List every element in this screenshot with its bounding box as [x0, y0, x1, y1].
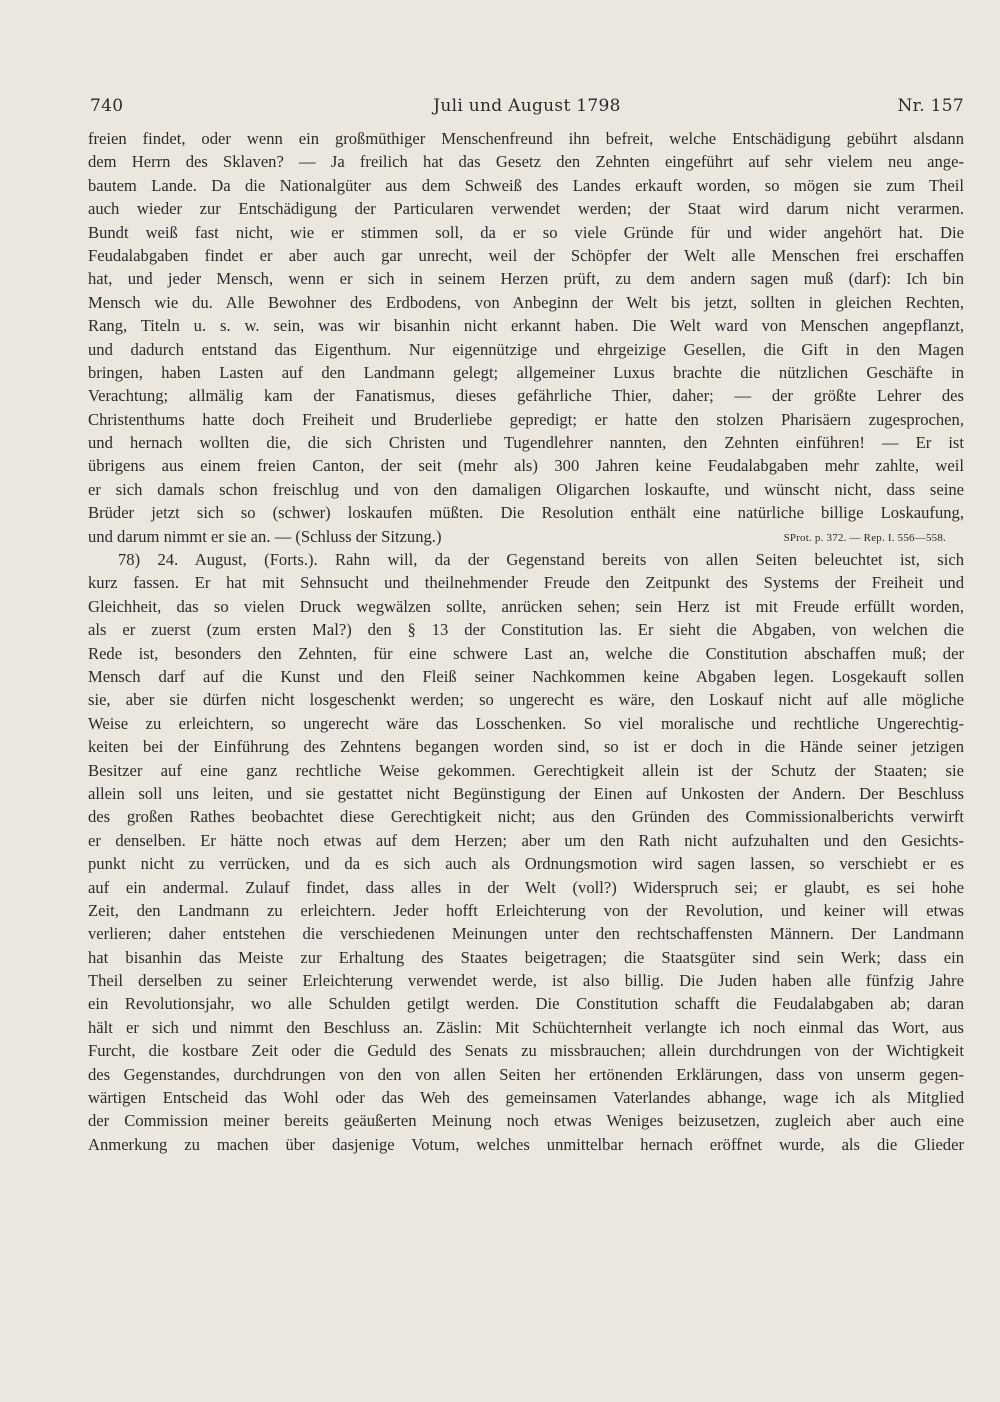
- text-line: verlieren; daher entstehen die verschiedenen Meinungen unter den rechtschaffensten Männern. Der Landmann: [88, 924, 964, 944]
- text-line: hat, und jeder Mensch, wenn er sich in seinem Herzen prüft, zu dem andern sagen muß (darf): Ich bin: [88, 269, 964, 289]
- paragraph-last-line: [88, 525, 964, 548]
- text-line: Furcht, die kostbare Zeit oder die Geduld des Senats zu missbrauchen; allein durchdrungen von der Wichtigkeit: [88, 1041, 964, 1061]
- text-line: Christenthums hatte doch Freiheit und Bruderliebe gepredigt; er hatte den stolzen Pharisäern zugesprochen,: [88, 409, 964, 429]
- text-line: Mensch wie du. Alle Bewohner des Erdbodens, von Anbeginn der Welt bis jetzt, sollten in gleichen Rechten,: [88, 292, 964, 312]
- source-reference: SProt. p. 372. — Rep. I. 556—558.: [783, 531, 946, 544]
- text-line: Weise zu erleichtern, so ungerecht wäre das Losschenken. So viel moralische und rechtliche Ungerechtig-: [88, 713, 964, 733]
- text-line: Bundt weiß fast nicht, wie er stimmen soll, da er so viele Gründe für und wider angehört hat. Die: [88, 222, 964, 242]
- text-line: Mensch darf auf die Kunst und den Fleiß seiner Nachkommen keine Abgaben legen. Losgekauft sollen: [88, 666, 964, 686]
- text-line: hat bisanhin das Meiste zur Erhaltung des Staates beigetragen; die Staatsgüter sind sein Werk; dass ein: [88, 947, 964, 967]
- text-line: er denselben. Er hätte noch etwas auf dem Herzen; aber um den Rath nicht aufzuhalten und den Gesichts-: [88, 830, 964, 850]
- text-line: 78) 24. August, (Forts.). Rahn will, da der Gegenstand bereits von allen Seiten beleuchtet ist, sich: [118, 550, 964, 570]
- text-line: bringen, haben Lasten auf den Landmann gelegt; allgemeiner Luxus brachte die nützlichen Geschäfte in: [88, 362, 964, 382]
- text-line: Zeit, den Landmann zu erleichtern. Jeder hofft Erleichterung von der Revolution, und keiner will etwas: [88, 900, 964, 920]
- text-line: Theil derselben zu seiner Erleichterung verwendet werde, ist also billig. Die Juden haben alle fünfzig Jahre: [88, 971, 964, 991]
- text-line: allein soll uns leiten, und sie gestattet nicht Begünstigung der Einen auf Unkosten der Andern. Der Beschluss: [88, 783, 964, 803]
- running-title: Juli und August 1798: [433, 96, 621, 116]
- issue-number: Nr. 157: [897, 96, 964, 116]
- text-line: Rede ist, besonders den Zehnten, für eine schwere Last an, welche die Constitution abschaffen muß; der: [88, 643, 964, 663]
- text-line: als er zuerst (zum ersten Mal?) den § 13 der Constitution las. Er sieht die Abgaben, von welchen die: [88, 620, 964, 640]
- text-line: auch wieder zur Entschädigung der Particularen verwendet werden; der Staat wird darum nicht verarmen.: [88, 199, 964, 219]
- text-line: Rang, Titeln u. s. w. sein, was wir bisanhin nicht erkannt haben. Die Welt ward von Menschen angepflanzt,: [88, 316, 964, 336]
- text-line: Verachtung; allmälig kam der Fanatismus, dieses gefährliche Thier, daher; — der größte Lehrer des: [88, 386, 964, 406]
- text-line: keiten bei der Einführung des Zehntens begangen worden sind, so ist er doch in die Hände seiner jetzigen: [88, 737, 964, 757]
- text-line: auf ein andermal. Zulauf findet, dass alles in der Welt (voll?) Widerspruch sei; er glaubt, es sei hohe: [88, 877, 964, 897]
- paragraph-1: [88, 127, 964, 548]
- text-line: des großen Rathes beobachtet diese Gerechtigkeit nicht; aus den Gründen des Commissionalberichts verwirft: [88, 807, 964, 827]
- running-header: [90, 96, 964, 122]
- text-line: und dadurch entstand das Eigenthum. Nur eigennützige und ehrgeizige Gesellen, die Gift in den Magen: [88, 339, 964, 359]
- body-text: [88, 127, 964, 1156]
- text-line: übrigens aus einem freien Canton, der seit (mehr als) 300 Jahren keine Feudalabgaben mehr zahlte, weil: [88, 456, 964, 476]
- text-line: ein Revolutionsjahr, wo alle Schulden getilgt werden. Die Constitution schafft die Feudalabgaben ab; daran: [88, 994, 964, 1014]
- text-line: sie, aber sie dürfen nicht losgeschenkt werden; so ungerecht es wäre, den Loskauf nicht auf alle mögliche: [88, 690, 964, 710]
- text-line: des Gegenstandes, durchdrungen von den von allen Seiten her ertönenden Erklärungen, dass von unserm gegen-: [88, 1064, 964, 1084]
- page-number: 740: [90, 96, 124, 116]
- text-line: er sich damals schon freischlug und von den damaligen Oligarchen loskaufte, und wünscht nicht, dass seine: [88, 479, 964, 499]
- text-line: der Commission meiner bereits geäußerten Meinung noch etwas Weniges beizusetzen, zugleich aber auch eine: [88, 1111, 964, 1131]
- text-line: Anmerkung zu machen über dasjenige Votum, welches unmittelbar hernach eröffnet wurde, als die Glieder: [88, 1134, 964, 1154]
- text-line: Brüder jetzt sich so (schwer) loskaufen müßten. Die Resolution enthält eine natürliche billige Loskaufung,: [88, 503, 964, 523]
- text-line: punkt nicht zu verrücken, und da es sich auch als Ordnungsmotion wird sagen lassen, so verschiebt er es: [88, 854, 964, 874]
- text-line: Besitzer auf eine ganz rechtliche Weise gekommen. Gerechtigkeit allein ist der Schutz der Staaten; sie: [88, 760, 964, 780]
- text-line: Gleichheit, das so vielen Druck wegwälzen sollte, anrücken sehen; sein Herz ist mit Freude erfüllt worden,: [88, 596, 964, 616]
- text-line: wärtigen Entscheid das Wohl oder das Weh des gemeinsamen Vaterlandes abhange, wage ich als Mitglied: [88, 1088, 964, 1108]
- text-line: hält er sich und nimmt den Beschluss an. Zäslin: Mit Schüchternheit verlangte ich noch einmal das Wort, aus: [88, 1017, 964, 1037]
- paragraph-2: [88, 548, 964, 1156]
- text-line: Feudalabgaben findet er aber auch gar unrecht, weil der Schöpfer der Welt alle Menschen frei erschaffen: [88, 245, 964, 265]
- text-line: bautem Lande. Da die Nationalgüter aus dem Schweiß des Landes erkauft worden, so mögen sie zum Theil: [88, 175, 964, 195]
- text-line: freien findet, oder wenn ein großmüthiger Menschenfreund ihn befreit, welche Entschädigung gebührt alsdann: [88, 129, 964, 148]
- text-line: dem Herrn des Sklaven? — Ja freilich hat das Gesetz den Zehnten eingeführt auf sehr vielem neu ange-: [88, 152, 964, 172]
- text-line: und darum nimmt er sie an. — (Schluss der Sitzung.): [88, 526, 442, 546]
- text-line: und hernach wollten die, die sich Christen und Tugendlehrer nannten, den Zehnten einführen! — Er ist: [88, 433, 964, 453]
- text-line: kurz fassen. Er hat mit Sehnsucht und theilnehmender Freude den Zeitpunkt des Systems der Freiheit und: [88, 573, 964, 593]
